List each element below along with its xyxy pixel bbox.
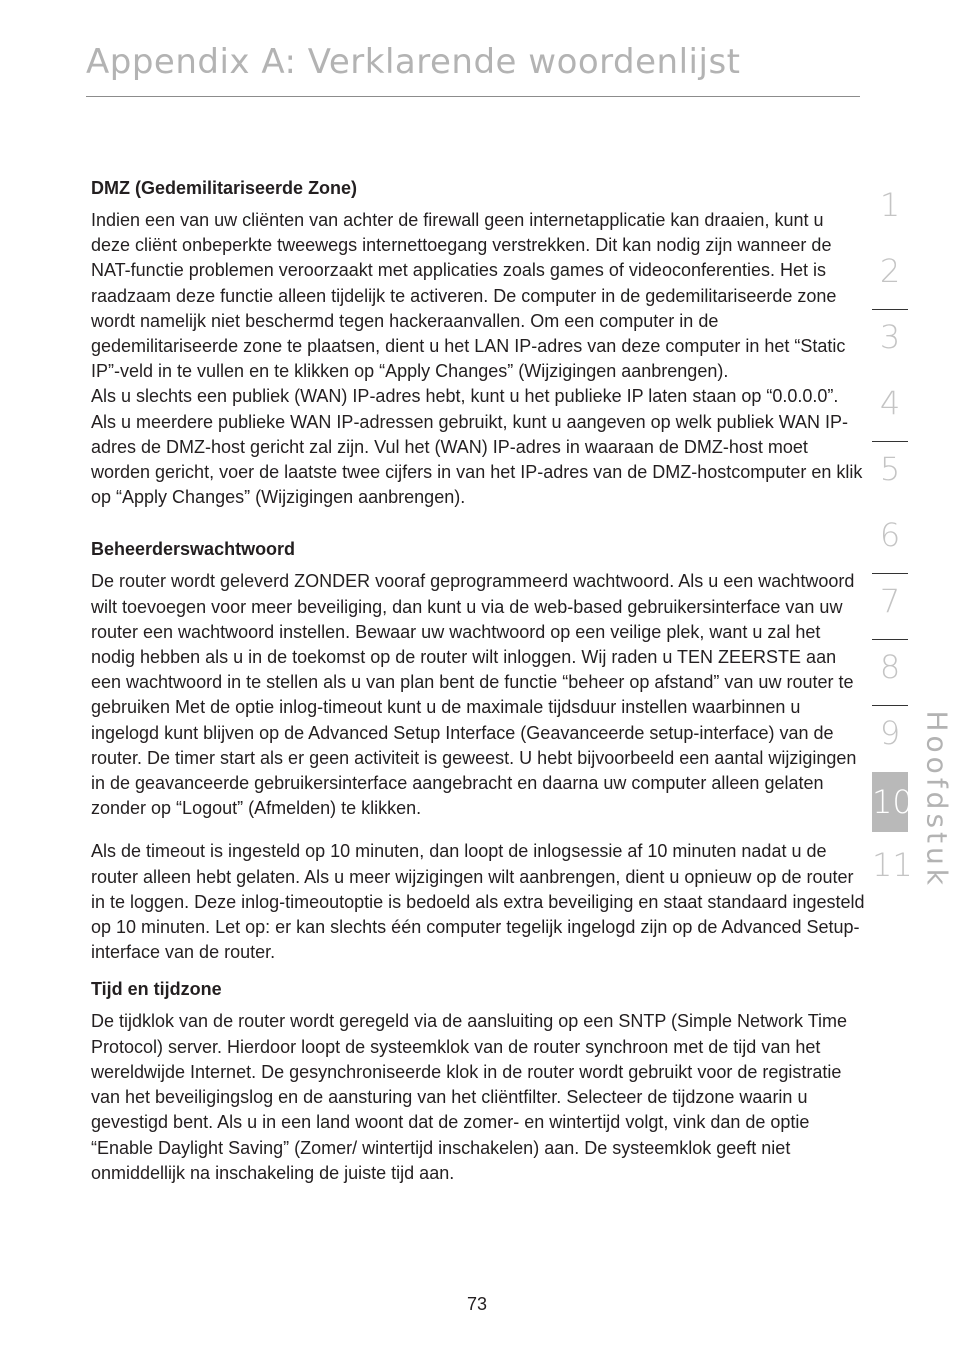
chapter-tab-1[interactable]	[872, 178, 908, 244]
chapter-tab-11[interactable]	[872, 838, 913, 904]
title-divider	[86, 96, 860, 97]
chapter-tab-2[interactable]	[872, 244, 908, 310]
paragraph-time-1: De tijdklok van de router wordt geregeld via de aansluiting op een SNTP (Simple Network Time Protocol) server. Hierdoor loopt de systeemklok van de router synchroon met de tijd van het wereldwijde Internet. De gesynchroniseerde klok in de router wordt gebruikt voor de registratie van het beveiligingslog en de aansturing van het cliëntfilter. Selecteer de tijdzone waarin u gevestigd bent. Als u in een land woont dat de zomer- en wintertijd volgt, vink dan de optie “Enable Daylight Saving” (Zomer/ wintertijd inschakelen) aan. De systeemklok geeft niet onmiddellijk na inschakeling de juiste tijd aan.	[91, 1011, 848, 1183]
chapter-number: 4	[879, 384, 901, 422]
chapter-tab-9[interactable]	[872, 706, 908, 772]
chapter-label-text: Hoofdstuk	[920, 710, 954, 889]
chapter-number: 6	[879, 516, 901, 554]
chapter-label	[918, 710, 954, 889]
chapter-tab-7[interactable]	[872, 574, 908, 640]
chapter-nav	[872, 178, 913, 904]
page-number: 73	[466, 1294, 488, 1314]
chapter-number: 1	[879, 186, 901, 224]
chapter-tab-6[interactable]	[872, 508, 908, 574]
paragraph-password-2: Als de timeout is ingesteld op 10 minuten, dan loopt de inlogsessie af 10 minuten nadat u de router alleen hebt gelaten. Als u meer wijzigingen wilt aanbrengen, dient u opnieuw op de router in te loggen. Deze inlog-timeoutoptie is bedoeld als extra beveiliging en staat standaard ingesteld op 10 minuten. Let op: er kan slechts één computer tegelijk ingelogd zijn op de Advanced Setup-interface van de router.	[91, 841, 865, 963]
chapter-number: 2	[879, 252, 901, 290]
chapter-tab-3[interactable]	[872, 310, 908, 376]
chapter-tab-10[interactable]	[872, 772, 913, 838]
section-heading-time: Tijd en tijdzone	[91, 979, 222, 1000]
paragraph-dmz-2: Als u slechts een publiek (WAN) IP-adres hebt, kunt u het publieke IP laten staan op “0.0.0.0”. Als u meerdere publieke WAN IP-adressen gebruikt, kunt u aangeven op welk publiek WAN IP-adres de DMZ-host gericht zal zijn. Vul het (WAN) IP-adres in waaraan de DMZ-host moet worden gericht, voer de laatste twee cijfers in van het IP-adres van de DMZ-hostcomputer en klik op “Apply Changes” (Wijzigingen aanbrengen).	[91, 386, 863, 508]
chapter-number: 11	[872, 846, 913, 884]
chapter-number: 7	[879, 582, 901, 620]
chapter-tab-4[interactable]	[872, 376, 908, 442]
page-title: Appendix A: Verklarende woordenlijst	[86, 42, 741, 82]
paragraph-password-1: De router wordt geleverd ZONDER vooraf geprogrammeerd wachtwoord. Als u een wachtwoord wilt toevoegen voor meer beveiliging, dan kunt u via de web-based gebruikersinterface van uw router een wachtwoord instellen. Bewaar uw wachtwoord op een veilige plek, want u zal het nodig hebben als u in de toekomst op de router wilt inloggen. Wij raden u TEN ZEERSTE aan een wachtwoord in te stellen als u van plan bent de functie “beheer op afstand” van uw router te gebruiken Met de optie inlog-timeout kunt u de maximale tijdsduur instellen waarbinnen u ingelogd kunt blijven op de Advanced Setup Interface (Geavanceerde setup-interface) van de router. De timer start als er geen activiteit is geweest. U hebt bijvoorbeeld een aantal wijzigingen in de geavanceerde gebruikersinterface aangebracht en daarna uw computer alleen gelaten zonder op “Logout” (Afmelden) te klikken.	[91, 571, 857, 819]
section-heading-password: Beheerderswachtwoord	[91, 539, 296, 560]
paragraph-dmz-1: Indien een van uw cliënten van achter de firewall geen internetapplicatie kan draaien, kunt u deze cliënt onbeperkte tweewegs internettoegang verstrekken. Dit kan nodig zijn wanneer de NAT-functie problemen veroorzaakt met applicaties zoals games of videoconferenties. Het is raadzaam deze functie alleen tijdelijk te activeren. De computer in de gedemilitariseerde zone wordt namelijk niet beschermd tegen hackeraanvallen. Om een computer in de gedemilitariseerde zone te plaatsen, dient u het LAN IP-adres van deze computer in het “Static IP”-veld in te vullen en te klikken op “Apply Changes” (Wijzigingen aanbrengen).	[91, 210, 846, 382]
section-heading-dmz: DMZ (Gedemilitariseerde Zone)	[91, 178, 358, 198]
main-content	[91, 176, 866, 1186]
chapter-tab-8[interactable]	[872, 640, 908, 706]
chapter-number: 9	[879, 714, 901, 752]
chapter-number-active: 10	[872, 772, 908, 832]
chapter-number: 8	[879, 648, 901, 686]
chapter-number: 5	[879, 450, 901, 488]
chapter-number: 3	[879, 318, 901, 356]
chapter-tab-5[interactable]	[872, 442, 908, 508]
